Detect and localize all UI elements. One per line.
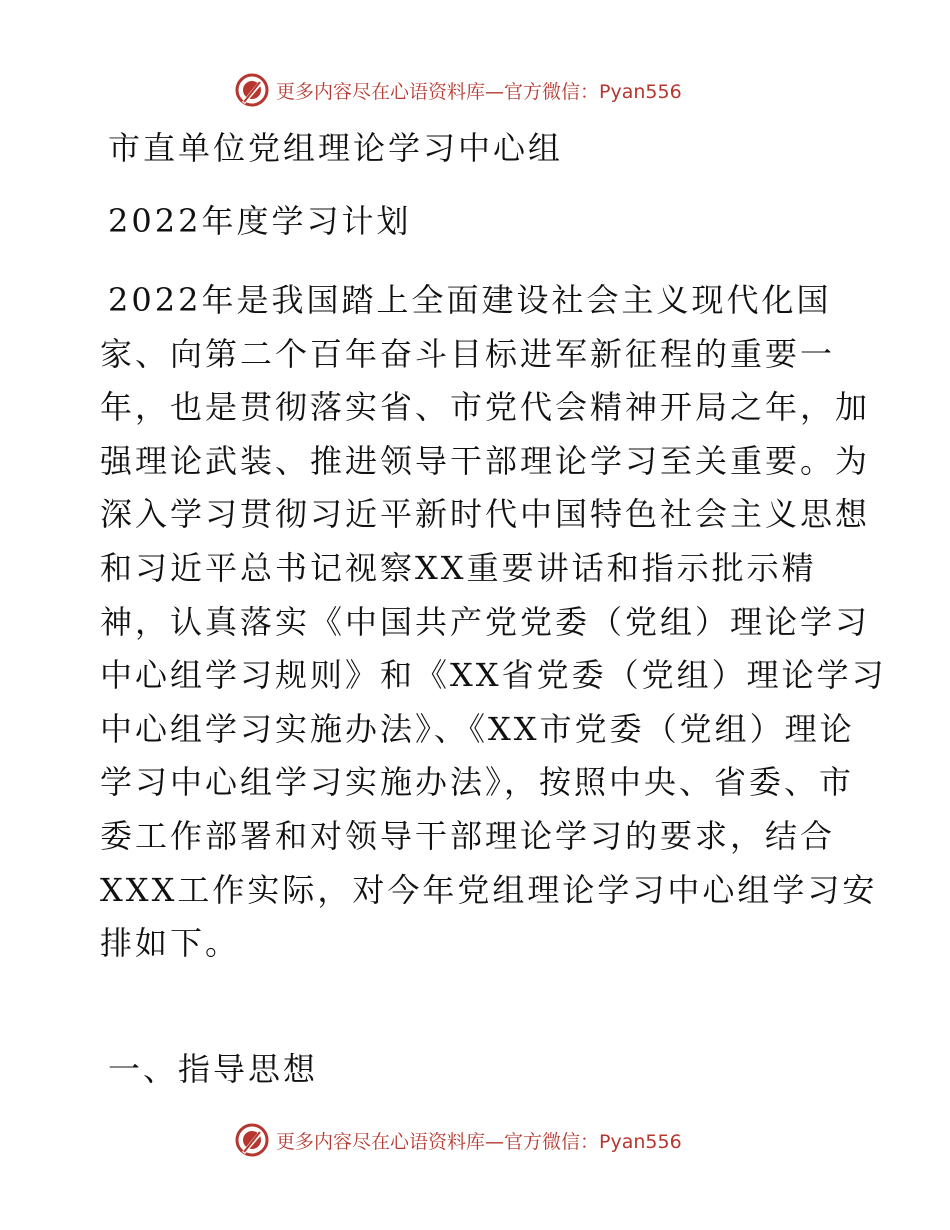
- body-line: 2022年是我国踏上全面建设社会主义现代化国: [108, 281, 832, 319]
- body-line: 强理论武装、推进领导干部理论学习至关重要。为: [100, 441, 871, 480]
- document-subtitle: 2022年度学习计划: [108, 202, 412, 240]
- body-line: 神，认真落实《中国共产党党委（党组）理论学习: [100, 602, 871, 641]
- body-paragraph: [100, 274, 887, 971]
- body-line: 和习近平总书记视察XX重要讲话和指示批示精: [100, 548, 817, 587]
- body-line: 学习中心组学习实施办法》，按照中央、省委、市: [100, 763, 855, 802]
- body-line: 深入学习贯彻习近平新时代中国特色社会主义思想: [100, 495, 871, 534]
- watermark-text: 更多内容尽在心语资料库—官方微信：Pyan556: [276, 80, 682, 103]
- pen-circle-logo-icon: [234, 1122, 270, 1158]
- section-heading: 一、指导思想: [108, 1050, 319, 1088]
- header-watermark: [234, 70, 682, 110]
- body-line: 中心组学习规则》和《XX省党委（党组）理论学习: [100, 656, 887, 695]
- watermark-text: 更多内容尽在心语资料库—官方微信：Pyan556: [276, 1130, 682, 1153]
- body-line: 年，也是贯彻落实省、市党代会精神开局之年，加: [100, 388, 871, 427]
- body-line: 家、向第二个百年奋斗目标进军新征程的重要一: [100, 334, 836, 373]
- body-line: 委工作部署和对领导干部理论学习的要求，结合: [100, 816, 836, 855]
- pen-circle-logo-icon: [234, 72, 270, 108]
- body-line: XXX工作实际，对今年党组理论学习中心组学习安: [100, 870, 878, 909]
- body-line: 中心组学习实施办法》、《XX市党委（党组）理论: [100, 709, 855, 748]
- body-line: 排如下。: [100, 924, 241, 963]
- document-title: 市直单位党组理论学习中心组: [108, 129, 564, 167]
- footer-watermark: [234, 1120, 682, 1160]
